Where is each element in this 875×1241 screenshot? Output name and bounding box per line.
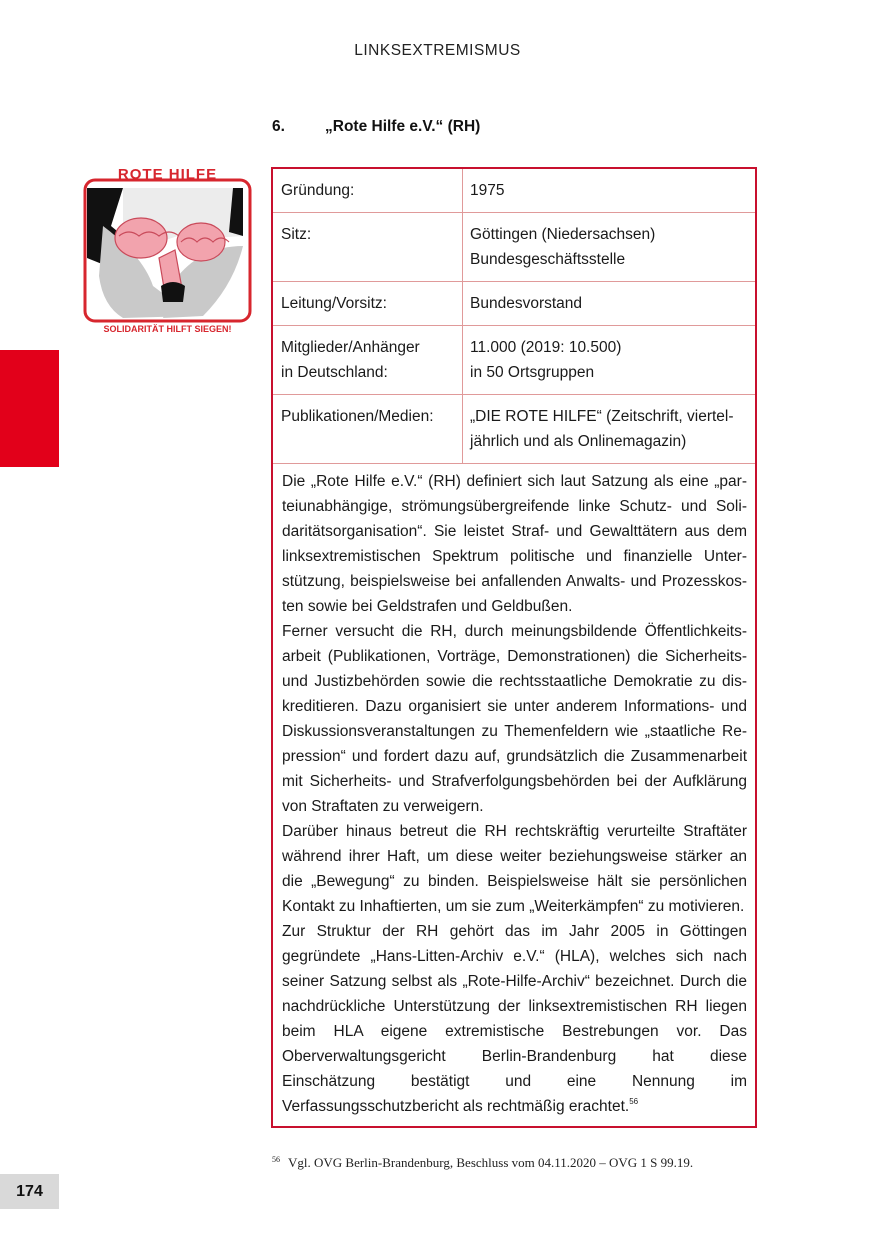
description-text (273, 464, 755, 1126)
page-number: 174 (0, 1174, 59, 1209)
section-number: 6. (272, 118, 285, 135)
footnote-text: Vgl. OVG Berlin-Brandenburg, Beschluss vom 04.11.2020 – OVG 1 S 99.19. (288, 1155, 694, 1170)
info-value-line: in 50 Ortsgruppen (470, 364, 595, 381)
info-row-founding (273, 169, 755, 213)
info-value-line: Bundesgeschäftsstelle (470, 251, 626, 268)
running-header: LINKSEXTREMISMUS (354, 42, 521, 59)
logo-top-text: ROTE HILFE (117, 166, 218, 183)
info-label (273, 326, 463, 394)
info-value (463, 213, 755, 281)
info-value (463, 395, 755, 463)
footnote-mark: 56 (272, 1155, 280, 1164)
footnote (272, 1155, 693, 1171)
info-value-line: 11.000 (2019: 10.500) (470, 339, 622, 356)
info-value (463, 282, 755, 325)
info-label: Leitung/Vorsitz: (273, 282, 463, 325)
logo-bottom-text: SOLIDARITÄT HILFT SIEGEN! (103, 324, 232, 334)
rote-hilfe-logo (83, 166, 252, 336)
organization-info-box (271, 167, 757, 1128)
info-value-line: Göttingen (Niedersachsen) (470, 226, 656, 243)
description-paragraph-last (282, 919, 747, 1119)
info-label: Gründung: (273, 169, 463, 212)
info-label: Sitz: (273, 213, 463, 281)
info-value-line: jährlich und als Onlinemagazin) (470, 433, 687, 450)
section-title: „Rote Hilfe e.V.“ (RH) (325, 118, 481, 135)
info-value (463, 326, 755, 394)
description-paragraph: Die „Rote Hilfe e.V.“ (RH) definiert sich laut Satzung als eine „parteiunabhängige, strömungsübergreifende linke Schutz- und Solidaritätsorganisation“. Sie leistet Straf- und Gewalttätern aus dem linksextremistischen Spektrum politische und finanzielle Unterstützung, beispielsweise bei anfallenden Anwalts- und Prozesskosten sowie bei Geldstrafen und Geldbußen. (282, 473, 747, 615)
info-label-line: in Deutschland: (281, 364, 388, 381)
footnote-reference[interactable]: 56 (629, 1097, 639, 1106)
info-label-line: Mitglieder/Anhänger (281, 339, 420, 356)
info-label: Publikationen/Medien: (273, 395, 463, 463)
description-paragraph: Zur Struktur der RH gehört das im Jahr 2005 in Göttingen gegründete „Hans-Litten-Archiv e.V.“ (HLA), welches sich nach seiner Satzung selbst als „Rote-Hilfe-Archiv“ bezeichnet. Durch die nachdrückliche Unterstützung der linksextremistischen RH liegen beim HLA eigene extremistische Bestrebungen vor. Das Oberverwaltungsgericht Berlin-Brandenburg hat diese Einschätzung bestätigt und eine Nennung im Verfassungsschutzbericht als rechtmäßig erachtet. (282, 923, 747, 1115)
info-row-members (273, 326, 755, 395)
chapter-marker-tab (0, 350, 59, 467)
info-row-leadership (273, 282, 755, 326)
info-value-line: „DIE ROTE HILFE“ (Zeitschrift, viertel- (470, 408, 734, 425)
info-value-line: Bundesvorstand (470, 295, 583, 312)
info-row-publications (273, 395, 755, 464)
info-value-line: 1975 (470, 182, 505, 199)
description-paragraph: Ferner versucht die RH, durch meinungsbildende Öffentlichkeitsarbeit (Publikationen, Vorträge, Demonstrationen) die Sicherheits- und Justizbehörden sowie die rechtsstaatliche Demokratie zu diskreditieren. Dazu organisiert sie unter anderem Informations- und Diskussionsveranstaltungen zu Themenfeldern wie „staatliche Repression“ und fordert dazu auf, grundsätzlich die Zusammenarbeit mit Sicherheits- und Strafverfolgungsbehörden bei der Aufklärung von Straftaten zu verweigern. (282, 623, 747, 815)
section-heading (272, 118, 480, 136)
info-value (463, 169, 755, 212)
description-paragraph: Darüber hinaus betreut die RH rechtskräftig verurteilte Straftäter während ihrer Haft, um diese weiter beziehungsweise stärker an die „Bewegung“ zu binden. Beispielsweise hält sie persönlichen Kontakt zu Inhaftierten, um sie zum „Weiterkämpfen“ zu motivieren. (282, 823, 747, 915)
info-row-seat (273, 213, 755, 282)
